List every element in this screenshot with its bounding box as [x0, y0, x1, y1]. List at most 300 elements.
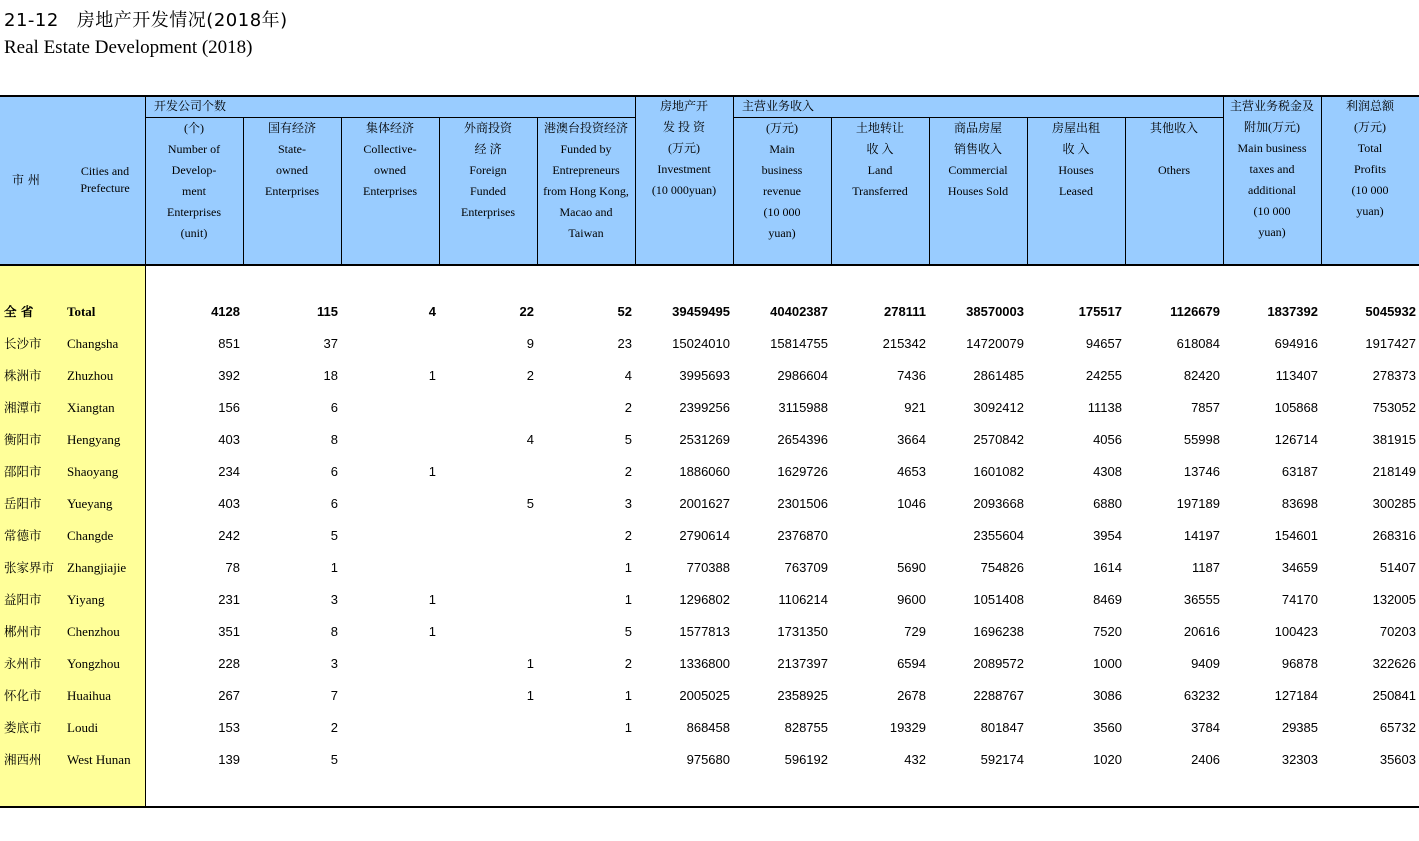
table-cell — [537, 744, 632, 776]
table-cell: 1126679 — [1170, 304, 1220, 319]
grid-rule — [733, 96, 734, 265]
collective-header-line: Collective- — [363, 142, 417, 156]
table-cell: 154601 — [1274, 528, 1318, 543]
table-cell: 18 — [323, 368, 338, 383]
table-cell: 7436 — [897, 368, 926, 383]
companies-header-line: Enterprises — [167, 205, 221, 219]
table-cell: 4056 — [1093, 432, 1122, 447]
houses-sold-header-line: 销售收入 — [953, 142, 1002, 156]
table-cell: 753052 — [1372, 400, 1416, 415]
houses-sold-header-line: 商品房屋 — [953, 121, 1002, 135]
grid-rule — [341, 117, 342, 265]
collective-header-line: 集体经济 — [365, 121, 414, 135]
table-cell: 1 — [624, 592, 632, 607]
profits-header-line: Profits — [1353, 162, 1386, 176]
table-number: 21-12 — [4, 10, 59, 31]
table-cell: 618084 — [1176, 336, 1220, 351]
table-cell: 234 — [218, 464, 240, 479]
table-cell: 4653 — [897, 464, 926, 479]
foreign-funded-header-line: Funded — [470, 184, 506, 198]
hmt-funded-header-line: Entrepreneurs — [552, 163, 620, 177]
table-title-cn-text: 房地产开发情况(2018年) — [76, 10, 288, 31]
city-name-cn: 衡阳市 — [4, 432, 42, 447]
table-cell: 1106214 — [778, 592, 828, 607]
grid-rule — [145, 96, 146, 807]
table-cell: 35603 — [1379, 752, 1416, 767]
grid-rule — [733, 117, 1223, 118]
table-cell: 5 — [624, 432, 632, 447]
table-cell: 1187 — [1192, 560, 1220, 575]
city-name-en: Shaoyang — [67, 464, 119, 479]
houses-leased-header-line: 房屋出租 — [1051, 121, 1100, 135]
land-header-line: 收 入 — [866, 142, 894, 156]
table-cell: 3 — [624, 496, 632, 511]
table-cell: 403 — [218, 496, 240, 511]
table-cell: 153 — [218, 720, 240, 735]
table-cell: 6 — [330, 464, 338, 479]
city-name-en: West Hunan — [67, 752, 131, 767]
table-cell: 1917427 — [1365, 336, 1416, 351]
table-cell: 5045932 — [1365, 304, 1416, 319]
table-cell: 754826 — [980, 560, 1024, 575]
table-cell: 2 — [526, 368, 534, 383]
table-cell: 729 — [904, 624, 926, 639]
city-name-en: Changde — [67, 528, 114, 543]
city-name-cn: 长沙市 — [4, 336, 42, 351]
table-cell: 65732 — [1379, 720, 1416, 735]
table-cell: 7 — [330, 688, 338, 703]
table-cell: 3784 — [1191, 720, 1220, 735]
houses-leased-header-line: 收 入 — [1062, 142, 1090, 156]
table-cell — [341, 328, 436, 360]
table-cell — [439, 392, 534, 424]
table-cell: 322626 — [1372, 656, 1416, 671]
table-cell: 3 — [330, 592, 338, 607]
table-cell: 39459495 — [672, 304, 730, 319]
table-cell: 4 — [428, 304, 436, 319]
table-cell: 7520 — [1093, 624, 1122, 639]
companies-header-line: ment — [182, 184, 206, 198]
table-title-en: Real Estate Development (2018) — [4, 37, 253, 58]
table-cell: 105868 — [1274, 400, 1318, 415]
hmt-funded-header-line: 港澳台投资经济 — [543, 121, 628, 135]
table-cell: 596192 — [784, 752, 828, 767]
revenue-header-line: (万元) — [766, 121, 798, 135]
table-cell: 37 — [323, 336, 338, 351]
table-row — [0, 616, 1419, 648]
investment-header-line: 房地产开 — [659, 99, 708, 113]
revenue-header-line: revenue — [763, 184, 801, 198]
table-cell: 70203 — [1379, 624, 1416, 639]
table-row — [0, 424, 1419, 456]
table-cell: 8 — [330, 432, 338, 447]
table-cell: 2570842 — [973, 432, 1024, 447]
table-cell: 1 — [624, 560, 632, 575]
table-cell: 1 — [624, 720, 632, 735]
table-cell: 63232 — [1183, 688, 1220, 703]
table-cell: 6 — [330, 400, 338, 415]
table-cell: 5 — [330, 528, 338, 543]
table-row — [0, 360, 1419, 392]
city-name-cn: 娄底市 — [4, 720, 42, 735]
table-cell: 2 — [624, 528, 632, 543]
table-cell — [341, 680, 436, 712]
table-cell: 14720079 — [966, 336, 1024, 351]
group-header-revenue: 主营业务收入 — [742, 99, 815, 113]
table-row — [0, 552, 1419, 584]
city-name-cn: 全 省 — [4, 304, 34, 319]
revenue-header-line: Main — [769, 142, 795, 156]
group-header-companies: 开发公司个数 — [154, 99, 227, 113]
table-cell: 3560 — [1093, 720, 1122, 735]
grid-rule — [1027, 117, 1028, 265]
table-cell: 1336800 — [679, 656, 730, 671]
table-cell: 592174 — [980, 752, 1024, 767]
table-cell: 11138 — [1087, 400, 1122, 415]
profits-header-line: Total — [1357, 141, 1383, 155]
table-cell — [439, 552, 534, 584]
table-cell: 231 — [218, 592, 240, 607]
table-row — [0, 392, 1419, 424]
table-cell: 38570003 — [966, 304, 1024, 319]
companies-header-line: Number of — [167, 142, 221, 156]
table-cell: 14197 — [1183, 528, 1220, 543]
state-owned-header-line: Enterprises — [265, 184, 319, 198]
companies-header-line: (unit) — [180, 226, 208, 240]
city-header-en-line: Cities and — [80, 164, 130, 178]
table-cell: 4128 — [211, 304, 240, 319]
collective-header-line: owned — [374, 163, 406, 177]
table-cell: 218149 — [1372, 464, 1416, 479]
table-cell: 13746 — [1183, 464, 1220, 479]
state-owned-header-line: State- — [278, 142, 306, 156]
table-cell: 2137397 — [777, 656, 828, 671]
table-cell: 1 — [428, 368, 436, 383]
table-cell: 9 — [526, 336, 534, 351]
table-cell: 6594 — [897, 656, 926, 671]
table-cell: 1731350 — [777, 624, 828, 639]
table-cell: 5690 — [897, 560, 926, 575]
houses-leased-header-line: Leased — [1059, 184, 1093, 198]
table-cell: 3 — [330, 656, 338, 671]
grid-rule — [635, 96, 636, 265]
table-cell: 2 — [330, 720, 338, 735]
taxes-header-line: 附加(万元) — [1244, 120, 1300, 134]
city-name-en: Huaihua — [67, 688, 112, 703]
table-row — [0, 680, 1419, 712]
city-name-en: Loudi — [67, 720, 99, 735]
taxes-header-line: (10 000 — [1253, 204, 1291, 218]
table-cell: 228 — [218, 656, 240, 671]
table-cell: 3954 — [1093, 528, 1122, 543]
table-cell: 15024010 — [672, 336, 730, 351]
city-name-cn: 常德市 — [4, 528, 42, 543]
foreign-funded-header-line: 外商投资 — [463, 121, 512, 135]
collective-header-line: Enterprises — [363, 184, 417, 198]
investment-header-line: (万元) — [668, 141, 700, 155]
companies-header-line: Develop- — [171, 163, 217, 177]
city-header-cn: 市 州 — [12, 173, 40, 187]
table-cell: 1296802 — [679, 592, 730, 607]
table-cell: 2005025 — [679, 688, 730, 703]
table-cell: 2355604 — [973, 528, 1024, 543]
houses-sold-header-line: Commercial — [948, 163, 1008, 177]
city-name-cn: 张家界市 — [4, 560, 55, 575]
table-cell: 1020 — [1093, 752, 1122, 767]
table-cell: 381915 — [1372, 432, 1416, 447]
land-header-line: Transferred — [852, 184, 908, 198]
table-cell: 770388 — [686, 560, 730, 575]
taxes-header-line: 主营业务税金及 — [1229, 99, 1314, 113]
table-cell: 2358925 — [777, 688, 828, 703]
table-cell — [341, 552, 436, 584]
table-cell: 3995693 — [679, 368, 730, 383]
table-cell: 2376870 — [777, 528, 828, 543]
table-cell: 351 — [218, 624, 240, 639]
table-cell: 921 — [904, 400, 926, 415]
foreign-funded-header-line: 经 济 — [474, 142, 502, 156]
table-cell: 2 — [624, 464, 632, 479]
table-cell: 29385 — [1281, 720, 1318, 735]
hmt-funded-header-line: Taiwan — [568, 226, 604, 240]
table-cell: 23 — [617, 336, 632, 351]
table-cell — [341, 744, 436, 776]
table-cell: 975680 — [686, 752, 730, 767]
table-cell: 2288767 — [973, 688, 1024, 703]
houses-sold-header-line: Houses Sold — [947, 184, 1009, 198]
table-cell: 268316 — [1372, 528, 1416, 543]
city-name-cn: 株洲市 — [4, 368, 42, 383]
table-cell — [439, 616, 534, 648]
city-name-cn: 湘潭市 — [4, 400, 42, 415]
table-cell: 1046 — [897, 496, 926, 511]
table-cell: 2089572 — [973, 656, 1024, 671]
table-cell: 22 — [519, 304, 534, 319]
table-cell: 1 — [428, 624, 436, 639]
city-name-cn: 益阳市 — [4, 592, 42, 607]
table-cell: 403 — [218, 432, 240, 447]
profits-header-line: yuan) — [1356, 204, 1384, 218]
table-cell: 32303 — [1281, 752, 1318, 767]
city-name-en: Yongzhou — [67, 656, 120, 671]
table-cell: 156 — [218, 400, 240, 415]
table-cell: 215342 — [882, 336, 926, 351]
others-header-line: Others — [1158, 163, 1190, 177]
table-cell: 15814755 — [770, 336, 828, 351]
table-cell: 1000 — [1093, 656, 1122, 671]
table-cell: 1 — [330, 560, 338, 575]
table-cell: 4 — [624, 368, 632, 383]
foreign-funded-header-line: Foreign — [469, 163, 507, 177]
table-cell: 132005 — [1372, 592, 1416, 607]
table-cell: 82420 — [1183, 368, 1220, 383]
city-name-en: Hengyang — [67, 432, 121, 447]
table-cell: 3664 — [897, 432, 926, 447]
table-cell — [341, 648, 436, 680]
table-cell: 2986604 — [777, 368, 828, 383]
table-cell: 78 — [225, 560, 240, 575]
grid-rule — [0, 95, 1419, 97]
table-cell: 1 — [526, 656, 534, 671]
city-header-en-line: Prefecture — [80, 181, 130, 195]
grid-rule — [929, 117, 930, 265]
table-cell: 868458 — [686, 720, 730, 735]
city-name-en: Yueyang — [67, 496, 113, 511]
table-cell: 83698 — [1281, 496, 1318, 511]
table-cell: 1837392 — [1267, 304, 1318, 319]
table-row — [0, 456, 1419, 488]
others-header-line: 其他收入 — [1149, 121, 1198, 135]
revenue-header-line: yuan) — [768, 226, 796, 240]
table-cell — [439, 584, 534, 616]
table-cell: 8 — [330, 624, 338, 639]
table-cell: 6880 — [1093, 496, 1122, 511]
table-cell: 1614 — [1093, 560, 1122, 575]
grid-rule — [145, 117, 635, 118]
grid-rule — [1125, 117, 1126, 265]
table-cell: 127184 — [1274, 688, 1318, 703]
city-name-cn: 怀化市 — [4, 688, 42, 703]
city-name-cn: 岳阳市 — [4, 496, 42, 511]
grid-rule — [831, 117, 832, 265]
taxes-header-line: taxes and — [1249, 162, 1295, 176]
table-cell: 1 — [624, 688, 632, 703]
table-cell: 197189 — [1176, 496, 1220, 511]
table-row — [0, 584, 1419, 616]
city-name-en: Total — [67, 304, 96, 319]
table-cell — [439, 744, 534, 776]
table-cell: 392 — [218, 368, 240, 383]
hmt-funded-header-line: Funded by — [560, 142, 612, 156]
table-row — [0, 712, 1419, 744]
revenue-header-line: business — [761, 163, 803, 177]
table-cell: 2678 — [897, 688, 926, 703]
companies-header-line: (个) — [184, 121, 204, 135]
table-cell: 2001627 — [679, 496, 730, 511]
table-cell: 4308 — [1093, 464, 1122, 479]
table-cell: 1629726 — [777, 464, 828, 479]
table-cell: 34659 — [1281, 560, 1318, 575]
table-cell: 1601082 — [973, 464, 1024, 479]
table-row — [0, 648, 1419, 680]
investment-header-line: (10 000yuan) — [651, 183, 717, 197]
table-cell: 694916 — [1274, 336, 1318, 351]
profits-header-line: (10 000 — [1351, 183, 1389, 197]
table-cell: 3092412 — [973, 400, 1024, 415]
city-name-cn: 湘西州 — [4, 752, 42, 767]
profits-header-line: 利润总额 — [1345, 99, 1394, 113]
table-cell: 113407 — [1275, 368, 1318, 383]
table-cell: 1051408 — [973, 592, 1024, 607]
table-cell: 2301506 — [777, 496, 828, 511]
grid-rule — [537, 117, 538, 265]
table-cell: 763709 — [784, 560, 828, 575]
table-cell: 94657 — [1085, 336, 1122, 351]
table-cell — [341, 424, 436, 456]
table-cell: 20616 — [1183, 624, 1220, 639]
table-cell: 4 — [526, 432, 534, 447]
foreign-funded-header-line: Enterprises — [461, 205, 515, 219]
state-owned-header-line: 国有经济 — [267, 121, 316, 135]
table-row — [0, 744, 1419, 776]
table-cell: 115 — [317, 304, 338, 319]
table-cell — [341, 392, 436, 424]
table-cell: 1 — [526, 688, 534, 703]
table-row — [0, 520, 1419, 552]
grid-rule — [1223, 96, 1224, 265]
table-cell: 19329 — [889, 720, 926, 735]
table-cell: 36555 — [1183, 592, 1220, 607]
hmt-funded-header-line: Macao and — [559, 205, 613, 219]
table-cell: 432 — [904, 752, 926, 767]
table-cell: 801847 — [980, 720, 1024, 735]
table-cell: 5 — [330, 752, 338, 767]
table-cell: 242 — [218, 528, 240, 543]
table-cell: 24255 — [1085, 368, 1122, 383]
table-cell: 1696238 — [973, 624, 1024, 639]
table-cell: 300285 — [1372, 496, 1416, 511]
table-cell: 2093668 — [973, 496, 1024, 511]
table-cell: 2654396 — [777, 432, 828, 447]
table-cell — [439, 712, 534, 744]
total-row — [0, 296, 1419, 328]
revenue-header-line: (10 000 — [763, 205, 801, 219]
investment-header-line: 发 投 资 — [662, 120, 705, 134]
table-cell: 278111 — [884, 304, 926, 319]
table-cell: 126714 — [1274, 432, 1318, 447]
table-cell: 278373 — [1372, 368, 1416, 383]
table-cell: 267 — [218, 688, 240, 703]
table-cell: 9409 — [1191, 656, 1220, 671]
state-owned-header-line: owned — [276, 163, 308, 177]
table-cell: 55998 — [1183, 432, 1220, 447]
table-cell — [439, 520, 534, 552]
table-cell: 1 — [428, 592, 436, 607]
city-name-en: Zhangjiajie — [67, 560, 127, 575]
city-name-en: Chenzhou — [67, 624, 120, 639]
investment-header-line: Investment — [657, 162, 711, 176]
profits-header-line: (万元) — [1354, 120, 1386, 134]
grid-rule — [1321, 96, 1322, 265]
table-cell: 2861485 — [973, 368, 1024, 383]
table-row — [0, 328, 1419, 360]
city-name-cn: 郴州市 — [4, 624, 42, 639]
table-cell: 1886060 — [679, 464, 730, 479]
table-cell: 2531269 — [679, 432, 730, 447]
grid-rule — [243, 117, 244, 265]
table-cell: 9600 — [897, 592, 926, 607]
table-cell: 3086 — [1093, 688, 1122, 703]
table-cell — [341, 488, 436, 520]
table-cell — [831, 520, 926, 552]
table-cell: 175517 — [1078, 304, 1122, 319]
table-cell: 7857 — [1191, 400, 1220, 415]
table-cell: 2399256 — [679, 400, 730, 415]
houses-leased-header-line: Houses — [1058, 163, 1094, 177]
table-cell: 52 — [617, 304, 632, 319]
taxes-header-line: additional — [1248, 183, 1296, 197]
table-cell — [439, 456, 534, 488]
city-name-cn: 永州市 — [4, 656, 42, 671]
table-cell: 100423 — [1274, 624, 1318, 639]
table-row — [0, 488, 1419, 520]
city-name-en: Xiangtan — [67, 400, 115, 415]
city-name-en: Yiyang — [67, 592, 105, 607]
table-cell: 2406 — [1191, 752, 1220, 767]
table-cell: 5 — [624, 624, 632, 639]
taxes-header-line: Main business — [1237, 141, 1307, 155]
table-cell: 8469 — [1093, 592, 1122, 607]
